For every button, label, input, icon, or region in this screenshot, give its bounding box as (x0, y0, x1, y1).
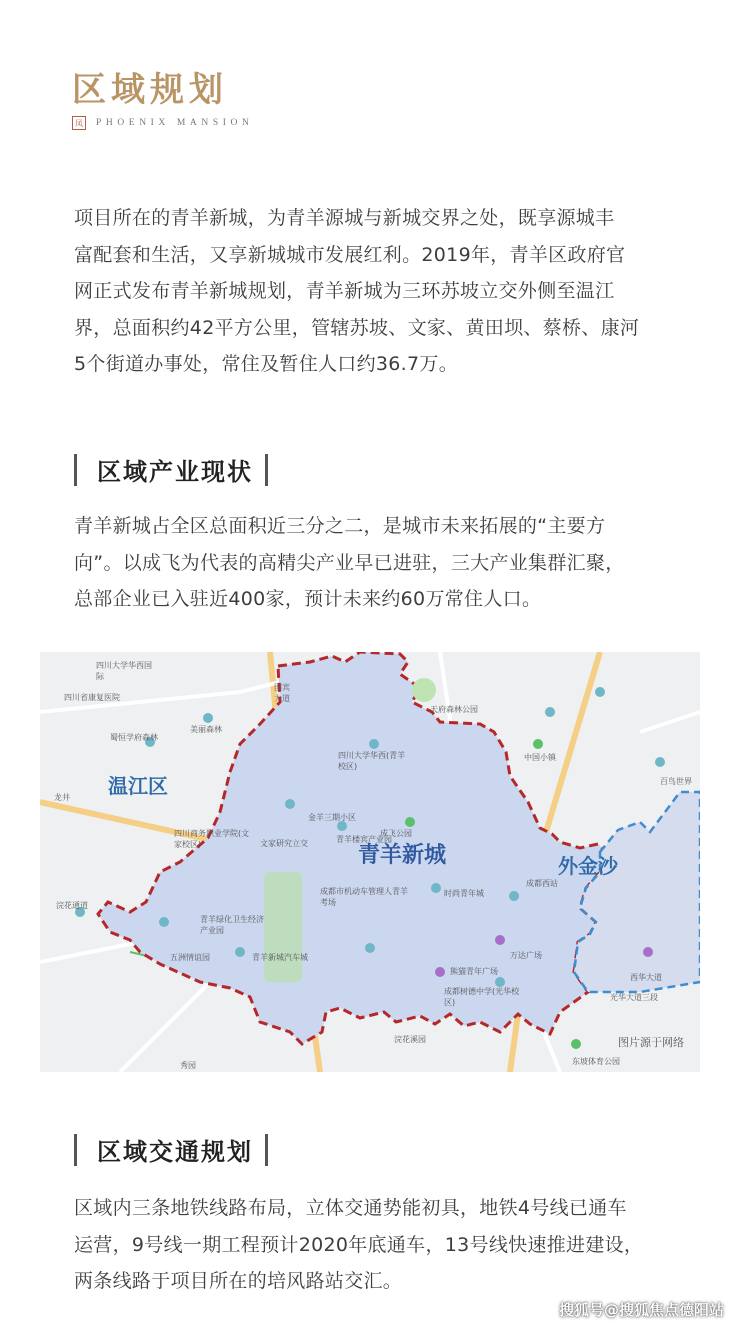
poi-label: 西华大道 (630, 973, 662, 982)
text-line: 网正式发布青羊新城规划，青羊新城为三环苏坡立交外侧至温江 (74, 280, 615, 302)
poi-label: 龙井 (54, 793, 70, 802)
traffic-paragraph (74, 1190, 686, 1300)
poi-label: 金羊三期小区 (308, 813, 356, 822)
poi-label: 浣花溪园 (394, 1035, 426, 1044)
seal-icon: 凤 (72, 116, 86, 130)
poi-label: 天府森林公园 (430, 705, 478, 714)
poi-label: 国宾大道 (274, 683, 290, 703)
poi-label: 蜀恒学府森林 (110, 733, 158, 742)
page-title: 区域规划 (72, 70, 228, 110)
heading-bar (74, 1134, 77, 1166)
poi-label: 成都市机动车管理人青羊考场 (320, 887, 408, 907)
poi-label: 熊猫青年广场 (450, 967, 498, 976)
brand-tag: PHOENIX MANSION (96, 118, 254, 128)
industry-paragraph (74, 508, 686, 618)
poi-label: 文家研究立交 (260, 839, 308, 848)
poi-label: 青羊绿化卫生经济产业园 (200, 915, 264, 935)
poi-label: 四川省康复医院 (64, 693, 120, 702)
section-title: 区域产业现状 (97, 458, 253, 486)
text-line: 区域内三条地铁线路布局，立体交通势能初具，地铁4号线已通车 (74, 1197, 627, 1219)
intro-paragraph (74, 200, 686, 383)
section-heading-industry (74, 452, 268, 487)
poi-label: 百鸟世界 (660, 777, 692, 786)
poi-label: 光华大道三段 (610, 993, 658, 1002)
poi-label: 四川大学华西国际 (96, 661, 152, 681)
poi-label: 四川大学华西(青羊校区) (338, 751, 406, 771)
poi-label: 时尚青年城 (444, 889, 484, 898)
text-line: 青羊新城占全区总面积近三分之二，是城市未来拓展的“主要方 (74, 515, 606, 537)
poi-label: 青羊新城汽车城 (252, 953, 308, 962)
poi-label: 四川商务职业学院(文家校区) (174, 829, 250, 849)
text-line: 向”。以成飞为代表的高精尖产业早已进驻，三大产业集群汇聚， (74, 551, 625, 574)
text-line: 项目所在的青羊新城，为青羊源城与新城交界之处，既享源城丰 (74, 207, 615, 229)
poi-label: 秀园 (180, 1061, 196, 1070)
text-line: 两条线路于项目所在的培风路站交汇。 (74, 1270, 403, 1292)
map-label-wenjiang: 温江区 (108, 774, 168, 798)
map-label-waijinsha: 外金沙 (558, 854, 618, 878)
text-line: 5个街道办事处，常住及暂住人口约36.7万。 (74, 353, 458, 375)
map-label-qingyang: 青羊新城 (358, 843, 447, 868)
section-heading-traffic (74, 1132, 268, 1167)
watermark: 搜狐号@搜狐焦点德阳站 (558, 1301, 724, 1319)
district-map (40, 652, 700, 1072)
poi-label: 青羊楼宾产业园 (336, 835, 392, 844)
heading-bar (74, 454, 77, 486)
poi-label: 东坡体育公园 (572, 1057, 620, 1066)
heading-bar (265, 1134, 268, 1166)
poi-label: 万达广场 (510, 951, 542, 960)
text-line: 界，总面积约42平方公里，管辖苏坡、文家、黄田坝、蔡桥、康河 (74, 316, 640, 339)
poi-label: 成都树德中学(光华校区) (444, 987, 520, 1007)
heading-bar (265, 454, 268, 486)
poi-label: 成飞公园 (380, 829, 412, 838)
map-credit: 图片源于网络 (618, 1036, 684, 1049)
text-line: 运营，9号线一期工程预计2020年底通车，13号线快速推进建设， (74, 1233, 644, 1256)
text-line: 总部企业已入驻近400家，预计未来约60万常住人口。 (74, 588, 542, 610)
text-line: 富配套和生活，又享新城城市发展红利。2019年，青羊区政府官 (74, 243, 626, 266)
poi-label: 中国小镇 (524, 753, 556, 762)
brand-line (72, 116, 253, 130)
poi-label: 五洲情谊园 (170, 953, 210, 962)
section-title: 区域交通规划 (97, 1138, 253, 1166)
poi-label: 美丽森林 (190, 725, 222, 734)
poi-label: 成都西站 (526, 879, 558, 888)
poi-label: 浣花通道 (56, 901, 88, 910)
